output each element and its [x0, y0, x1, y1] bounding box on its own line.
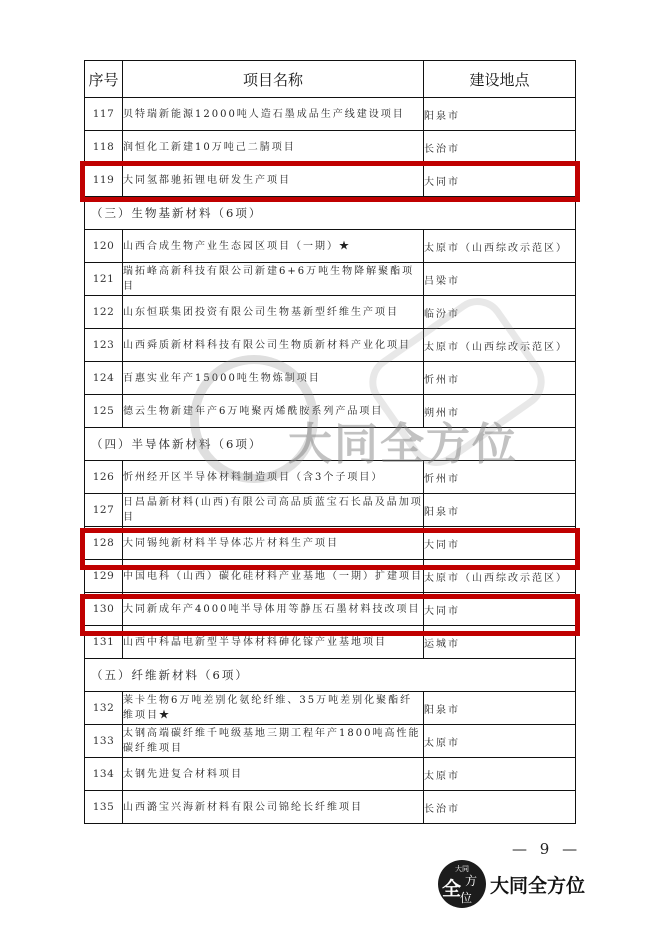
table-row	[85, 296, 576, 329]
row-no: 124	[85, 362, 123, 395]
row-location: 阳泉市	[424, 98, 576, 131]
row-no: 127	[85, 494, 123, 527]
section-header-fiber	[85, 659, 576, 692]
row-no: 122	[85, 296, 123, 329]
table-row	[85, 560, 576, 593]
page-number: — 9 —	[512, 840, 582, 858]
row-name: 大同锡纯新材料半导体芯片材料生产项目	[123, 527, 424, 560]
row-no: 119	[85, 164, 123, 197]
table-row-highlighted	[85, 164, 576, 197]
logo-text: 大同全方位	[490, 874, 586, 897]
table-row	[85, 626, 576, 659]
logo-badge-icon	[438, 860, 486, 908]
row-location: 朔州市	[424, 395, 576, 428]
watermark-text: 大同全方位	[288, 419, 518, 470]
row-location: 阳泉市	[424, 692, 576, 725]
row-no: 118	[85, 131, 123, 164]
row-location: 忻州市	[424, 362, 576, 395]
row-no: 125	[85, 395, 123, 428]
row-location: 临汾市	[424, 296, 576, 329]
section-header-semiconductor	[85, 428, 576, 461]
row-location: 运城市	[424, 626, 576, 659]
row-name: 大同氢都驰拓锂电研发生产项目	[123, 164, 424, 197]
row-location: 太原市	[424, 758, 576, 791]
table-row	[85, 395, 576, 428]
row-name: 中国电科（山西）碳化硅材料产业基地（一期）扩建项目	[123, 560, 424, 593]
table-header-row	[85, 61, 576, 98]
table-row	[85, 329, 576, 362]
table-row	[85, 725, 576, 758]
row-name: 山西合成生物产业生态园区项目（一期）★	[123, 230, 424, 263]
row-no: 133	[85, 725, 123, 758]
row-name: 太钢高端碳纤维千吨级基地三期工程年产1800吨高性能碳纤维项目	[123, 725, 424, 758]
row-no: 120	[85, 230, 123, 263]
table-row	[85, 758, 576, 791]
header-name: 项目名称	[123, 61, 424, 98]
row-name: 太钢先进复合材料项目	[123, 758, 424, 791]
row-no: 123	[85, 329, 123, 362]
logo-badge-top: 大同	[455, 865, 469, 873]
logo-badge-main: 全	[442, 878, 462, 900]
row-no: 134	[85, 758, 123, 791]
header-no: 序号	[85, 61, 123, 98]
row-location: 长治市	[424, 791, 576, 824]
row-no: 135	[85, 791, 123, 824]
row-name: 德云生物新建年产6万吨聚丙烯酰胺系列产品项目	[123, 395, 424, 428]
table-row	[85, 98, 576, 131]
row-name: 忻州经开区半导体材料制造项目（含3个子项目）	[123, 461, 424, 494]
header-location: 建设地点	[424, 61, 576, 98]
row-name: 大同新成年产4000吨半导体用等静压石墨材料技改项目	[123, 593, 424, 626]
table-row-highlighted	[85, 593, 576, 626]
project-table	[84, 60, 576, 824]
row-location: 忻州市	[424, 461, 576, 494]
row-no: 130	[85, 593, 123, 626]
row-name: 百惠实业年产15000吨生物炼制项目	[123, 362, 424, 395]
table-row-highlighted	[85, 527, 576, 560]
row-name: 山西潞宝兴海新材料有限公司锦纶长纤维项目	[123, 791, 424, 824]
row-no: 117	[85, 98, 123, 131]
section-title: （三）生物基新材料（6项）	[85, 197, 576, 230]
row-name: 瑞拓峰高新科技有限公司新建6+6万吨生物降解聚酯项目	[123, 263, 424, 296]
section-header-biobased	[85, 197, 576, 230]
row-no: 132	[85, 692, 123, 725]
row-location: 太原市（山西综改示范区）	[424, 230, 576, 263]
row-location: 阳泉市	[424, 494, 576, 527]
section-title: （四）半导体新材料（6项）	[85, 428, 576, 461]
row-location: 大同市	[424, 527, 576, 560]
row-name: 山西舜质新材料科技有限公司生物质新材料产业化项目	[123, 329, 424, 362]
row-location: 太原市（山西综改示范区）	[424, 560, 576, 593]
table-row	[85, 494, 576, 527]
table-row	[85, 791, 576, 824]
row-no: 131	[85, 626, 123, 659]
table-row	[85, 263, 576, 296]
table-row	[85, 362, 576, 395]
row-no: 121	[85, 263, 123, 296]
row-name: 山西中科晶电新型半导体材料砷化镓产业基地项目	[123, 626, 424, 659]
row-location: 长治市	[424, 131, 576, 164]
row-no: 126	[85, 461, 123, 494]
row-name: 莱卡生物6万吨差别化氨纶纤维、35万吨差别化聚酯纤维项目★	[123, 692, 424, 725]
row-location: 太原市	[424, 725, 576, 758]
table-row	[85, 230, 576, 263]
row-no: 128	[85, 527, 123, 560]
table-row	[85, 692, 576, 725]
row-location: 大同市	[424, 593, 576, 626]
brand-logo	[438, 860, 585, 908]
logo-badge-bottom: 位	[460, 891, 473, 905]
row-no: 129	[85, 560, 123, 593]
table-row	[85, 461, 576, 494]
table-row	[85, 131, 576, 164]
row-location: 吕梁市	[424, 263, 576, 296]
row-name: 润恒化工新建10万吨己二腈项目	[123, 131, 424, 164]
logo-badge-side: 方	[465, 874, 478, 888]
row-location: 大同市	[424, 164, 576, 197]
row-name: 贝特瑞新能源12000吨人造石墨成品生产线建设项目	[123, 98, 424, 131]
section-title: （五）纤维新材料（6项）	[85, 659, 576, 692]
row-name: 山东恒联集团投资有限公司生物基新型纤维生产项目	[123, 296, 424, 329]
row-name: 日昌晶新材料(山西)有限公司高品质蓝宝石长晶及晶加项目	[123, 494, 424, 527]
row-location: 太原市（山西综改示范区）	[424, 329, 576, 362]
